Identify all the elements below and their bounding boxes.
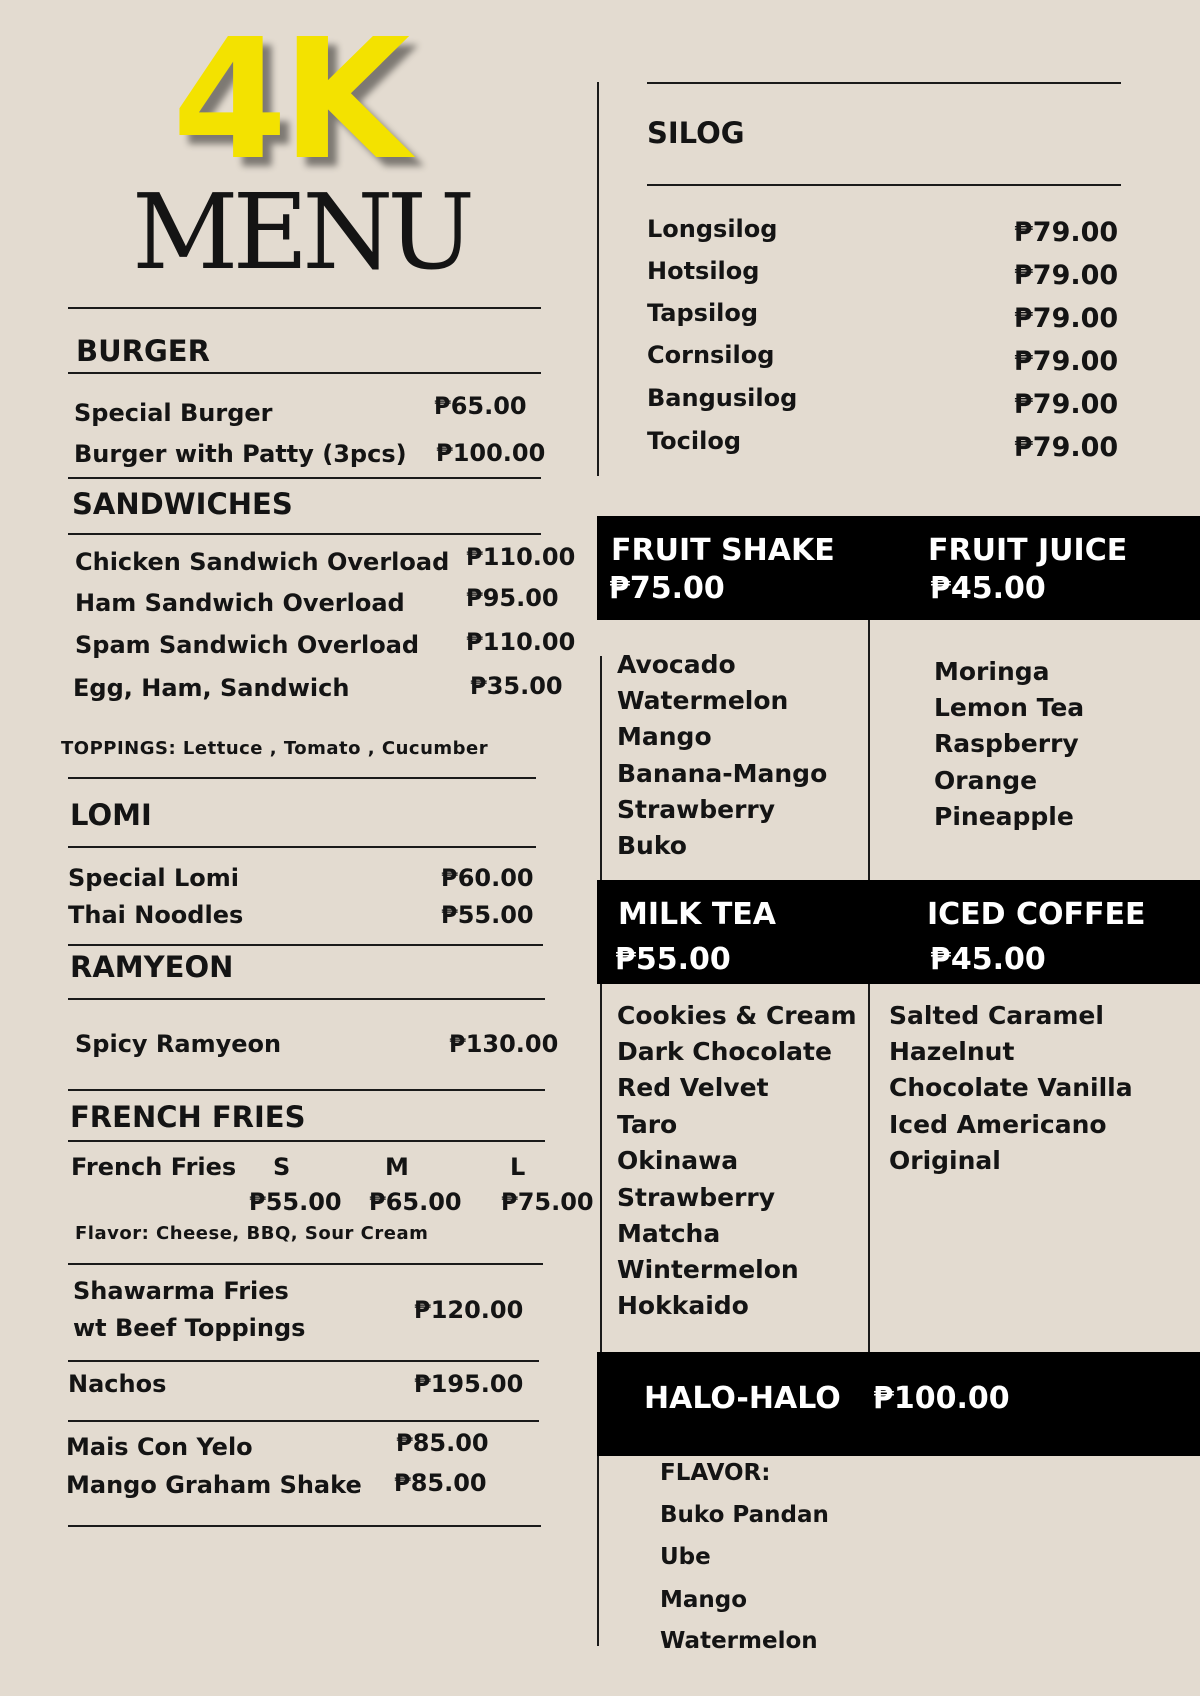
- divider: [68, 1140, 545, 1142]
- menu-item-price: ₱79.00: [1014, 389, 1119, 420]
- flavor-item: Ube: [660, 1544, 711, 1570]
- fries-name: French Fries: [71, 1153, 237, 1181]
- menu-item-price: ₱55.00: [441, 901, 534, 929]
- menu-item-name: Mais Con Yelo: [66, 1433, 253, 1461]
- section-heading-lomi: LOMI: [70, 798, 152, 832]
- fruit-shake-price: ₱75.00: [609, 571, 725, 606]
- flavor-item: Pineapple: [934, 802, 1074, 831]
- menu-item-price: ₱95.00: [466, 584, 559, 612]
- toppings-note: TOPPINGS: Lettuce , Tomato , Cucumber: [61, 738, 489, 759]
- menu-item-name: Special Burger: [74, 399, 273, 427]
- section-heading-french-fries: FRENCH FRIES: [70, 1100, 306, 1134]
- section-heading-fruit-shake: FRUIT SHAKE: [611, 533, 835, 568]
- flavor-item: Red Velvet: [617, 1073, 769, 1102]
- menu-item-price: ₱85.00: [394, 1469, 487, 1497]
- section-heading-milk-tea: MILK TEA: [618, 897, 776, 932]
- size-label-l: L: [510, 1153, 526, 1181]
- divider: [68, 1525, 541, 1527]
- menu-item-price: ₱110.00: [466, 628, 576, 656]
- halo-halo-price: ₱100.00: [873, 1381, 1010, 1416]
- fruit-juice-price: ₱45.00: [930, 571, 1046, 606]
- flavor-item: Buko Pandan: [660, 1502, 829, 1528]
- halo-halo-flavor-label: FLAVOR:: [660, 1460, 771, 1486]
- column-divider: [597, 1456, 599, 1646]
- menu-item-price: ₱130.00: [449, 1030, 559, 1058]
- flavor-item: Taro: [617, 1110, 678, 1139]
- flavor-item: Moringa: [934, 657, 1050, 686]
- divider: [647, 82, 1121, 84]
- menu-item-name: Longsilog: [647, 215, 778, 243]
- menu-item-name: Shawarma Fries: [73, 1277, 289, 1305]
- section-heading-silog: SILOG: [647, 116, 745, 150]
- flavor-item: Iced Americano: [889, 1110, 1107, 1139]
- menu-item-name: Spam Sandwich Overload: [75, 631, 420, 659]
- divider: [68, 1263, 543, 1265]
- divider: [68, 944, 543, 946]
- fries-price-l: ₱75.00: [501, 1188, 594, 1216]
- fries-price-s: ₱55.00: [249, 1188, 342, 1216]
- menu-item-name: Thai Noodles: [68, 901, 244, 929]
- flavor-item: Orange: [934, 766, 1038, 795]
- menu-item-name: Nachos: [68, 1370, 167, 1398]
- menu-item-name: Tapsilog: [647, 299, 759, 327]
- menu-item-price: ₱35.00: [470, 672, 563, 700]
- menu-item-name: Bangusilog: [647, 384, 798, 412]
- fries-flavor-note: Flavor: Cheese, BBQ, Sour Cream: [75, 1223, 429, 1244]
- column-divider: [868, 984, 870, 1352]
- menu-item-price: ₱79.00: [1014, 346, 1119, 377]
- menu-item-name: Spicy Ramyeon: [75, 1030, 282, 1058]
- divider: [68, 372, 541, 374]
- menu-item-name: Mango Graham Shake: [66, 1471, 362, 1499]
- column-divider: [868, 620, 870, 880]
- menu-item-price: ₱100.00: [436, 439, 546, 467]
- flavor-item: Lemon Tea: [934, 693, 1085, 722]
- section-heading-ramyeon: RAMYEON: [70, 950, 234, 984]
- column-divider: [597, 82, 599, 476]
- menu-item-name: wt Beef Toppings: [73, 1314, 306, 1342]
- divider: [68, 846, 536, 848]
- menu-item-price: ₱195.00: [414, 1370, 524, 1398]
- menu-item-name: Chicken Sandwich Overload: [75, 548, 450, 576]
- flavor-item: Buko: [617, 831, 687, 860]
- divider: [68, 1420, 539, 1422]
- iced-coffee-price: ₱45.00: [930, 942, 1046, 977]
- flavor-item: Dark Chocolate: [617, 1037, 832, 1066]
- fries-price-m: ₱65.00: [369, 1188, 462, 1216]
- flavor-item: Watermelon: [617, 686, 789, 715]
- menu-item-name: Tocilog: [647, 427, 742, 455]
- flavor-item: Mango: [617, 722, 712, 751]
- divider: [68, 533, 541, 535]
- menu-item-price: ₱79.00: [1014, 217, 1119, 248]
- flavor-item: Raspberry: [934, 729, 1079, 758]
- size-label-s: S: [273, 1153, 291, 1181]
- flavor-item: Hokkaido: [617, 1291, 749, 1320]
- divider: [68, 998, 545, 1000]
- menu-item-price: ₱79.00: [1014, 260, 1119, 291]
- flavor-item: Matcha: [617, 1219, 721, 1248]
- column-divider: [600, 984, 602, 1352]
- column-divider: [600, 656, 602, 880]
- menu-item-name: Egg, Ham, Sandwich: [73, 674, 350, 702]
- flavor-item: Mango: [660, 1587, 748, 1613]
- divider: [68, 307, 541, 309]
- menu-item-price: ₱85.00: [396, 1429, 489, 1457]
- milk-tea-price: ₱55.00: [615, 942, 731, 977]
- menu-item-name: Burger with Patty (3pcs): [74, 440, 407, 468]
- menu-title: MENU: [132, 171, 470, 293]
- divider: [68, 777, 536, 779]
- section-heading-burger: BURGER: [76, 334, 210, 368]
- brand-logo: 4K: [172, 4, 405, 197]
- section-heading-halo-halo: HALO-HALO: [644, 1381, 841, 1416]
- flavor-item: Strawberry: [617, 1183, 776, 1212]
- flavor-item: Cookies & Cream: [617, 1001, 857, 1030]
- flavor-item: Wintermelon: [617, 1255, 799, 1284]
- size-label-m: M: [385, 1153, 409, 1181]
- menu-item-name: Ham Sandwich Overload: [75, 589, 405, 617]
- menu-item-price: ₱79.00: [1014, 432, 1119, 463]
- divider: [68, 1360, 539, 1362]
- flavor-item: Chocolate Vanilla: [889, 1073, 1133, 1102]
- flavor-item: Watermelon: [660, 1628, 818, 1654]
- flavor-item: Hazelnut: [889, 1037, 1015, 1066]
- divider: [647, 184, 1121, 186]
- menu-item-name: Cornsilog: [647, 341, 775, 369]
- flavor-item: Banana-Mango: [617, 759, 828, 788]
- menu-item-name: Hotsilog: [647, 257, 760, 285]
- flavor-item: Strawberry: [617, 795, 776, 824]
- menu-item-price: ₱110.00: [466, 543, 576, 571]
- menu-item-price: ₱120.00: [414, 1296, 524, 1324]
- section-heading-iced-coffee: ICED COFFEE: [927, 897, 1146, 932]
- flavor-item: Salted Caramel: [889, 1001, 1104, 1030]
- section-heading-fruit-juice: FRUIT JUICE: [928, 533, 1128, 568]
- menu-item-price: ₱79.00: [1014, 303, 1119, 334]
- divider: [68, 1089, 545, 1091]
- section-heading-sandwiches: SANDWICHES: [72, 487, 293, 521]
- flavor-item: Avocado: [617, 650, 736, 679]
- divider: [68, 477, 541, 479]
- flavor-item: Okinawa: [617, 1146, 739, 1175]
- menu-item-name: Special Lomi: [68, 864, 239, 892]
- menu-item-price: ₱65.00: [434, 392, 527, 420]
- menu-item-price: ₱60.00: [441, 864, 534, 892]
- flavor-item: Original: [889, 1146, 1001, 1175]
